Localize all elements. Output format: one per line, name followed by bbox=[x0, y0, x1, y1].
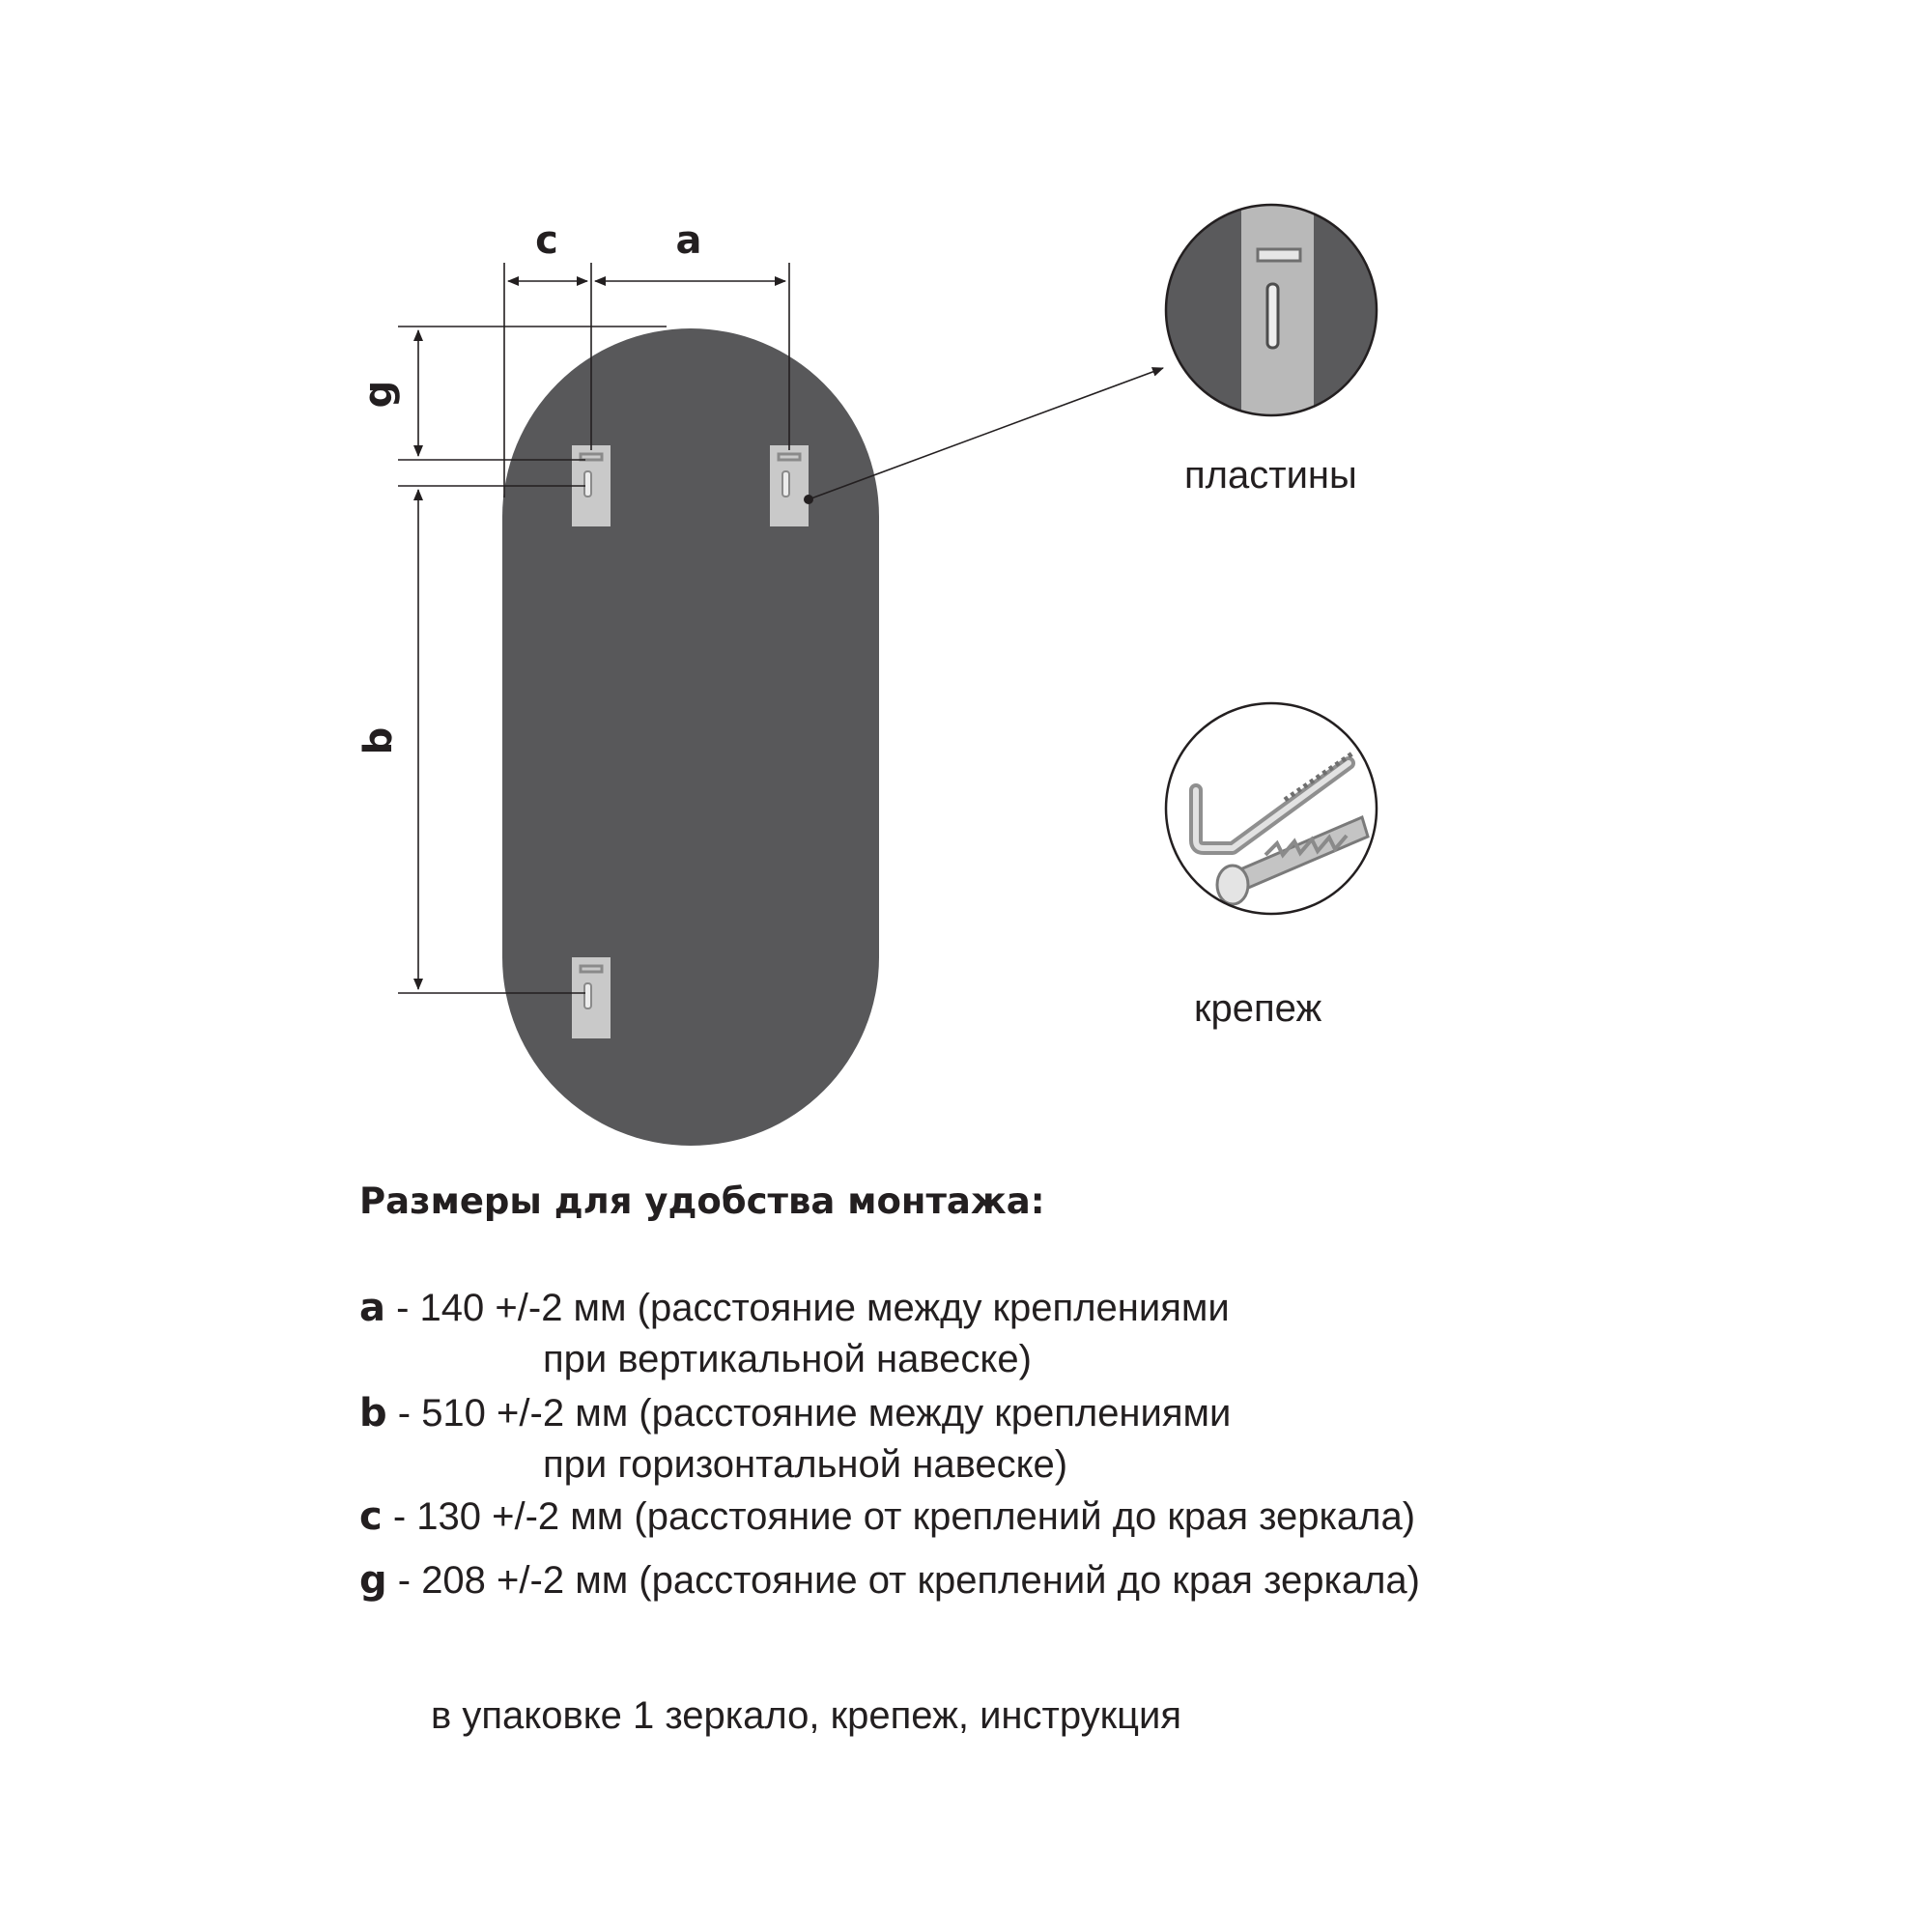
spec-row-b bbox=[359, 1391, 1231, 1435]
mounting-plate-top-right bbox=[770, 445, 809, 526]
dimension-label-g: g bbox=[356, 380, 401, 409]
oval-mirror bbox=[502, 328, 879, 1146]
callout-dot bbox=[804, 495, 813, 504]
spec-row-c bbox=[359, 1494, 1415, 1539]
spec-row-g bbox=[359, 1558, 1420, 1603]
spec-key-b: b bbox=[359, 1391, 387, 1435]
spec-text-c: - 130 +/-2 мм (расстояние от креплений до края зеркала) bbox=[382, 1495, 1416, 1538]
spec-text-b: - 510 +/-2 мм (расстояние между креплениями bbox=[386, 1392, 1232, 1435]
spec-text-a: - 140 +/-2 мм (расстояние между креплениями bbox=[385, 1287, 1230, 1329]
spec-row-a bbox=[359, 1286, 1230, 1330]
spec-continuation-b: при горизонтальной навеске) bbox=[543, 1443, 1068, 1486]
caption-fasteners: крепеж bbox=[1194, 987, 1322, 1030]
spec-key-g: g bbox=[359, 1558, 387, 1603]
spec-text-g: - 208 +/-2 мм (расстояние от креплений до края зеркала) bbox=[386, 1559, 1420, 1602]
spec-key-c: c bbox=[359, 1494, 383, 1539]
caption-plates: пластины bbox=[1184, 454, 1357, 497]
callout-leader bbox=[809, 368, 1163, 499]
spec-key-a: a bbox=[359, 1286, 385, 1330]
screw-and-dowel-icon bbox=[1164, 701, 1378, 916]
package-contents-note: в упаковке 1 зеркало, крепеж, инструкция bbox=[431, 1694, 1182, 1737]
mounting-plate-icon bbox=[1164, 203, 1378, 417]
dimension-label-b: b bbox=[356, 726, 401, 755]
spec-continuation-a: при вертикальной навеске) bbox=[543, 1338, 1032, 1380]
dimension-label-c: c bbox=[535, 218, 558, 263]
mounting-plate-bottom-left bbox=[572, 957, 611, 1038]
dimension-label-a: a bbox=[675, 218, 702, 263]
mounting-dimensions-heading: Размеры для удобства монтажа: bbox=[359, 1180, 1045, 1222]
